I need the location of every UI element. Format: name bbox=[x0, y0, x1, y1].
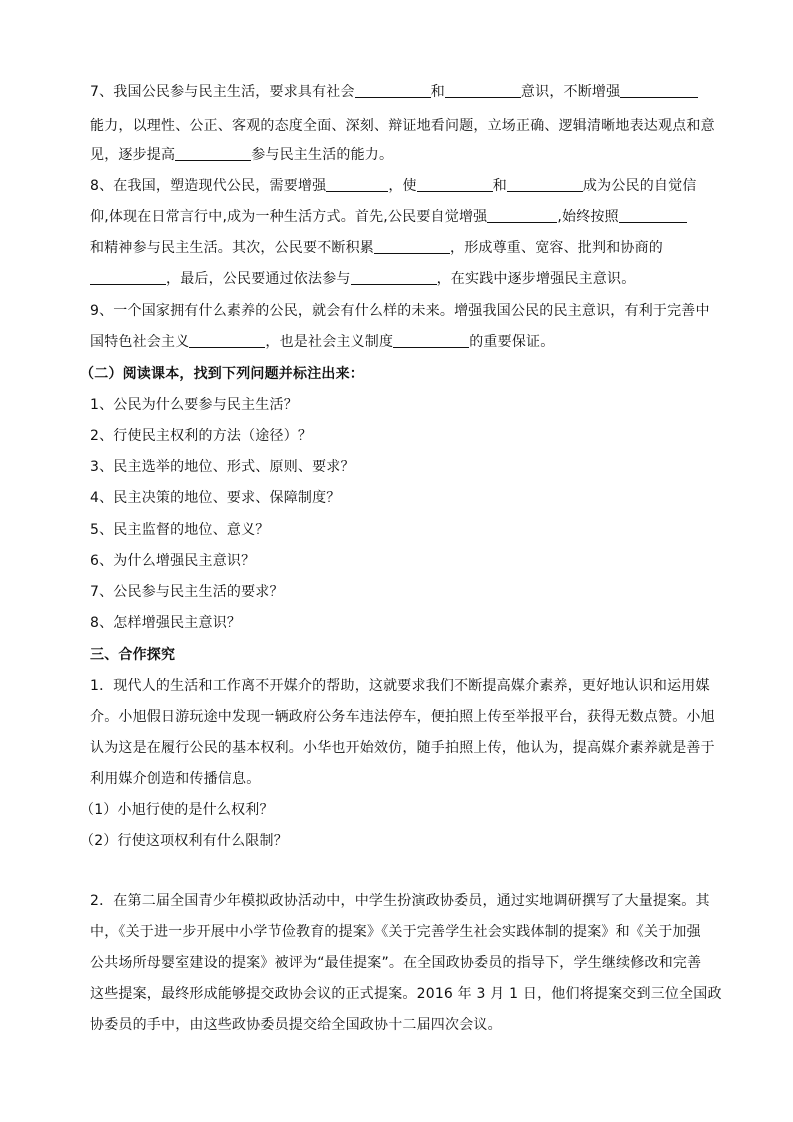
q7-text: 和 bbox=[430, 84, 445, 100]
reading-question: 6、为什么增强民主意识？ bbox=[90, 553, 256, 569]
q9-line-2 bbox=[90, 332, 710, 352]
q7-text: 意识，不断增强 bbox=[520, 84, 621, 100]
fill-blank[interactable] bbox=[90, 270, 166, 285]
case-1-text: 认为这是在履行公民的基本权利。小华也开始效仿，随手拍照上传，他认为，提高媒介素养就是善于 bbox=[90, 740, 715, 756]
q7-text: 参与民主生活的能力。 bbox=[251, 147, 394, 163]
q8-text: ，在实践中逐步增强民主意识。 bbox=[436, 271, 636, 287]
q7-line-3 bbox=[90, 145, 710, 165]
reading-question: 5、民主监督的地位、意义？ bbox=[90, 522, 270, 538]
q8-text: 仰,体现在日常言行中,成为一种生活方式。首先,公民要自觉增强 bbox=[90, 209, 488, 225]
q9-text: ，也是社会主义制度 bbox=[265, 334, 394, 350]
section-3-heading: 三、合作探究 bbox=[90, 647, 176, 663]
q7-text: 能力，以理性、公正、客观的态度全面、深刻、辩证地看问题，立场正确、逻辑清晰地表达观点和意 bbox=[90, 118, 715, 134]
fill-blank[interactable] bbox=[351, 270, 437, 285]
q8-text: ，最后，公民要通过依法参与 bbox=[166, 271, 351, 287]
fill-blank[interactable] bbox=[355, 83, 431, 98]
q7-line-1 bbox=[90, 82, 710, 102]
q8-text: 和 bbox=[492, 178, 507, 194]
q8-text: ，形成尊重、宽容、批判和协商的 bbox=[450, 240, 663, 256]
q9-line-1 bbox=[90, 301, 710, 321]
fill-blank[interactable] bbox=[175, 146, 251, 161]
case-1-question: （1）小旭行使的是什么权利？ bbox=[80, 802, 274, 818]
reading-question: 2、行使民主权利的方法（途径）？ bbox=[90, 428, 313, 444]
q8-text: 和精神参与民主生活。其次，公民要不断积累 bbox=[90, 240, 374, 256]
fill-blank[interactable] bbox=[326, 177, 388, 192]
case-1-text: 介。小旭假日游玩途中发现一辆政府公务车违法停车，便拍照上传至举报平台，获得无数点赞。小旭 bbox=[90, 709, 715, 725]
q8-line-1 bbox=[90, 176, 710, 196]
q7-text: 7、我国公民参与民主生活，要求具有社会 bbox=[90, 84, 355, 100]
reading-question: 4、民主决策的地位、要求、保障制度？ bbox=[90, 490, 341, 506]
reading-question: 8、怎样增强民主意识？ bbox=[90, 615, 242, 631]
case-2-text: 2．在第二届全国青少年模拟政协活动中，中学生扮演政协委员，通过实地调研撰写了大量提案。其 bbox=[90, 893, 710, 909]
fill-blank[interactable] bbox=[619, 208, 687, 223]
reading-question: 7、公民参与民主生活的要求？ bbox=[90, 584, 284, 600]
case-2-text: 公共场所母婴室建设的提案》被评为“最佳提案”。在全国政协委员的指导下，学生继续修改和完善 bbox=[90, 955, 702, 971]
case-1-question: （2）行使这项权利有什么限制？ bbox=[80, 833, 288, 849]
case-2-text: 这些提案，最终形成能够提交政协会议的正式提案。2016 年 3 月 1 日，他们将提案交到三位全国政 bbox=[90, 986, 722, 1002]
reading-question: 3、民主选举的地位、形式、原则、要求？ bbox=[90, 459, 355, 475]
section-2-heading: （二）阅读课本，找到下列问题并标注出来： bbox=[80, 366, 364, 382]
q9-text: 的重要保证。 bbox=[469, 334, 555, 350]
q8-line-4 bbox=[90, 269, 710, 289]
q8-text: ,始终按照 bbox=[557, 209, 619, 225]
q9-text: 9、一个国家拥有什么素养的公民，就会有什么样的未来。增强我国公民的民主意识，有利于完善中 bbox=[90, 303, 710, 319]
q8-line-2 bbox=[90, 207, 710, 227]
fill-blank[interactable] bbox=[417, 177, 493, 192]
reading-question: 1、公民为什么要参与民主生活？ bbox=[90, 397, 298, 413]
fill-blank[interactable] bbox=[374, 239, 450, 254]
q8-text: ，使 bbox=[388, 178, 417, 194]
q7-line-2 bbox=[90, 116, 715, 136]
case-2-text: 协委员的手中，由这些政协委员提交给全国政协十二届四次会议。 bbox=[90, 1017, 502, 1033]
q8-text: 成为公民的自觉信 bbox=[582, 178, 697, 194]
case-1-text: 1．现代人的生活和工作离不开媒介的帮助，这就要求我们不断提高媒介素养，更好地认识和运用媒 bbox=[90, 678, 710, 694]
fill-blank[interactable] bbox=[487, 208, 557, 223]
q9-text: 国特色社会主义 bbox=[90, 334, 190, 350]
q7-text: 见，逐步提高 bbox=[90, 147, 176, 163]
case-1-text: 利用媒介创造和传播信息。 bbox=[90, 771, 261, 787]
q8-text: 8、在我国，塑造现代公民，需要增强 bbox=[90, 178, 327, 194]
fill-blank[interactable] bbox=[393, 333, 469, 348]
q8-line-3 bbox=[90, 238, 710, 258]
fill-blank[interactable] bbox=[507, 177, 583, 192]
case-2-text: 中，《关于进一步开展中小学节俭教育的提案》《关于完善学生社会实践体制的提案》和《关于加强 bbox=[90, 924, 701, 940]
fill-blank[interactable] bbox=[445, 83, 521, 98]
fill-blank[interactable] bbox=[189, 333, 265, 348]
fill-blank[interactable] bbox=[620, 83, 698, 98]
